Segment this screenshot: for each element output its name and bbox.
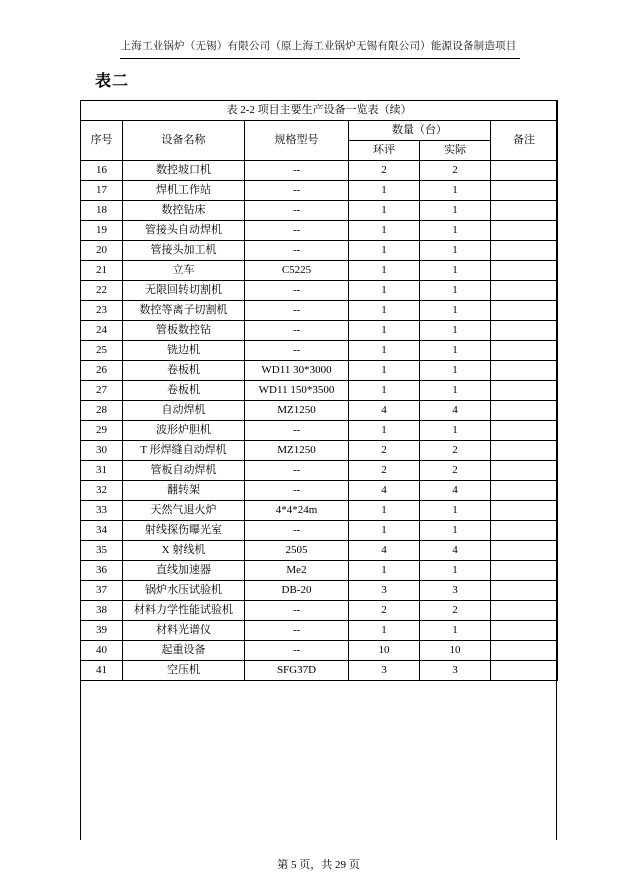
cell-qty-eia: 4 [349, 541, 420, 561]
table-caption: 表 2-2 项目主要生产设备一览表（续） [81, 101, 558, 121]
cell-name: 管接头加工机 [123, 241, 245, 261]
header-divider [120, 58, 520, 59]
cell-qty-actual: 2 [420, 461, 491, 481]
cell-note [491, 561, 558, 581]
cell-name: 数控等离子切割机 [123, 301, 245, 321]
cell-qty-actual: 1 [420, 561, 491, 581]
cell-name: X 射线机 [123, 541, 245, 561]
cell-model: -- [245, 161, 349, 181]
cell-qty-eia: 1 [349, 261, 420, 281]
cell-no: 30 [81, 441, 123, 461]
table-row [81, 201, 558, 221]
cell-model: -- [245, 621, 349, 641]
cell-no: 29 [81, 421, 123, 441]
cell-no: 18 [81, 201, 123, 221]
cell-model: -- [245, 521, 349, 541]
cell-name: 起重设备 [123, 641, 245, 661]
equipment-table [80, 100, 558, 681]
column-header-no: 序号 [81, 121, 123, 161]
cell-no: 32 [81, 481, 123, 501]
cell-note [491, 281, 558, 301]
cell-no: 23 [81, 301, 123, 321]
running-head: 上海工业锅炉（无锡）有限公司（原上海工业锅炉无锡有限公司）能源设备制造项目 [120, 41, 517, 52]
cell-qty-actual: 1 [420, 301, 491, 321]
cell-qty-actual: 1 [420, 361, 491, 381]
cell-no: 40 [81, 641, 123, 661]
cell-no: 35 [81, 541, 123, 561]
cell-note [491, 621, 558, 641]
cell-qty-actual: 1 [420, 181, 491, 201]
cell-name: 材料力学性能试验机 [123, 601, 245, 621]
cell-note [491, 381, 558, 401]
table-row [81, 501, 558, 521]
column-header-name: 设备名称 [123, 121, 245, 161]
cell-name: 立车 [123, 261, 245, 281]
cell-no: 26 [81, 361, 123, 381]
cell-no: 21 [81, 261, 123, 281]
cell-qty-actual: 3 [420, 661, 491, 681]
table-row [81, 461, 558, 481]
cell-qty-eia: 1 [349, 361, 420, 381]
cell-note [491, 201, 558, 221]
cell-note [491, 261, 558, 281]
cell-name: 铣边机 [123, 341, 245, 361]
cell-qty-eia: 4 [349, 481, 420, 501]
cell-qty-eia: 4 [349, 401, 420, 421]
cell-qty-actual: 1 [420, 221, 491, 241]
page-title: 表二 [95, 73, 130, 90]
cell-note [491, 541, 558, 561]
cell-name: 管板自动焊机 [123, 461, 245, 481]
cell-name: 锅炉水压试验机 [123, 581, 245, 601]
cell-no: 31 [81, 461, 123, 481]
table-row [81, 281, 558, 301]
cell-name: T 形焊缝自动焊机 [123, 441, 245, 461]
cell-note [491, 221, 558, 241]
table-row [81, 241, 558, 261]
cell-note [491, 441, 558, 461]
cell-qty-eia: 2 [349, 441, 420, 461]
cell-name: 直线加速器 [123, 561, 245, 581]
cell-note [491, 181, 558, 201]
cell-qty-actual: 1 [420, 521, 491, 541]
table-row [81, 161, 558, 181]
cell-qty-eia: 1 [349, 381, 420, 401]
column-header-model: 规格型号 [245, 121, 349, 161]
cell-note [491, 501, 558, 521]
cell-name: 自动焊机 [123, 401, 245, 421]
cell-model: -- [245, 321, 349, 341]
cell-name: 数控坡口机 [123, 161, 245, 181]
cell-model: Me2 [245, 561, 349, 581]
cell-qty-actual: 10 [420, 641, 491, 661]
table-row [81, 581, 558, 601]
table-row [81, 301, 558, 321]
cell-qty-eia: 1 [349, 281, 420, 301]
cell-note [491, 481, 558, 501]
cell-qty-actual: 1 [420, 341, 491, 361]
cell-note [491, 301, 558, 321]
cell-qty-eia: 1 [349, 321, 420, 341]
cell-qty-eia: 2 [349, 461, 420, 481]
cell-no: 19 [81, 221, 123, 241]
table-row [81, 661, 558, 681]
column-header-note: 备注 [491, 121, 558, 161]
cell-model: -- [245, 181, 349, 201]
table-row [81, 181, 558, 201]
cell-qty-actual: 1 [420, 261, 491, 281]
table-row [81, 261, 558, 281]
cell-qty-actual: 4 [420, 541, 491, 561]
cell-no: 17 [81, 181, 123, 201]
table-row [81, 541, 558, 561]
cell-name: 翻转架 [123, 481, 245, 501]
cell-model: -- [245, 201, 349, 221]
cell-qty-eia: 2 [349, 161, 420, 181]
cell-qty-eia: 1 [349, 521, 420, 541]
cell-no: 27 [81, 381, 123, 401]
cell-model: MZ1250 [245, 401, 349, 421]
table-row [81, 521, 558, 541]
cell-name: 空压机 [123, 661, 245, 681]
cell-model: -- [245, 461, 349, 481]
table-row [81, 561, 558, 581]
cell-name: 射线探伤曝光室 [123, 521, 245, 541]
cell-model: 4*4*24m [245, 501, 349, 521]
cell-qty-actual: 1 [420, 281, 491, 301]
cell-name: 数控钻床 [123, 201, 245, 221]
cell-note [491, 321, 558, 341]
cell-model: SFG37D [245, 661, 349, 681]
cell-note [491, 161, 558, 181]
cell-no: 22 [81, 281, 123, 301]
cell-note [491, 661, 558, 681]
cell-qty-eia: 1 [349, 621, 420, 641]
cell-qty-eia: 1 [349, 421, 420, 441]
cell-model: -- [245, 281, 349, 301]
cell-model: -- [245, 301, 349, 321]
cell-model: -- [245, 481, 349, 501]
cell-name: 管板数控钻 [123, 321, 245, 341]
cell-model: -- [245, 421, 349, 441]
cell-note [491, 241, 558, 261]
table-row [81, 641, 558, 661]
cell-model: -- [245, 221, 349, 241]
cell-note [491, 641, 558, 661]
page-footer: 第 5 页，共 29 页 [277, 859, 360, 871]
cell-name: 波形炉胆机 [123, 421, 245, 441]
cell-qty-actual: 4 [420, 481, 491, 501]
cell-model: -- [245, 601, 349, 621]
cell-qty-actual: 2 [420, 161, 491, 181]
cell-qty-actual: 1 [420, 501, 491, 521]
cell-qty-eia: 1 [349, 181, 420, 201]
cell-qty-actual: 3 [420, 581, 491, 601]
cell-qty-actual: 1 [420, 321, 491, 341]
cell-no: 34 [81, 521, 123, 541]
cell-name: 无限回转切割机 [123, 281, 245, 301]
cell-qty-actual: 1 [420, 621, 491, 641]
cell-name: 管接头自动焊机 [123, 221, 245, 241]
cell-no: 24 [81, 321, 123, 341]
cell-qty-eia: 1 [349, 561, 420, 581]
table-row [81, 221, 558, 241]
table-row [81, 481, 558, 501]
table-row [81, 441, 558, 461]
cell-model: C5225 [245, 261, 349, 281]
cell-note [491, 401, 558, 421]
cell-qty-actual: 1 [420, 201, 491, 221]
cell-qty-actual: 2 [420, 601, 491, 621]
table-row [81, 321, 558, 341]
cell-note [491, 581, 558, 601]
cell-name: 卷板机 [123, 361, 245, 381]
cell-no: 25 [81, 341, 123, 361]
cell-model: -- [245, 341, 349, 361]
cell-name: 材料光谱仪 [123, 621, 245, 641]
cell-model: 2505 [245, 541, 349, 561]
cell-note [491, 521, 558, 541]
cell-qty-actual: 2 [420, 441, 491, 461]
cell-name: 卷板机 [123, 381, 245, 401]
cell-note [491, 421, 558, 441]
cell-qty-eia: 1 [349, 201, 420, 221]
cell-qty-eia: 1 [349, 501, 420, 521]
cell-qty-actual: 4 [420, 401, 491, 421]
cell-qty-actual: 1 [420, 381, 491, 401]
cell-no: 37 [81, 581, 123, 601]
table-row [81, 381, 558, 401]
cell-model: DB-20 [245, 581, 349, 601]
cell-model: -- [245, 241, 349, 261]
table-row [81, 401, 558, 421]
cell-model: WD11 30*3000 [245, 361, 349, 381]
cell-qty-eia: 1 [349, 341, 420, 361]
cell-qty-eia: 1 [349, 221, 420, 241]
table-caption-row [81, 101, 558, 121]
cell-qty-actual: 1 [420, 421, 491, 441]
cell-qty-eia: 1 [349, 301, 420, 321]
cell-qty-eia: 3 [349, 661, 420, 681]
cell-qty-eia: 2 [349, 601, 420, 621]
cell-model: MZ1250 [245, 441, 349, 461]
cell-name: 天然气退火炉 [123, 501, 245, 521]
table-row [81, 601, 558, 621]
cell-no: 20 [81, 241, 123, 261]
cell-note [491, 601, 558, 621]
cell-name: 焊机工作站 [123, 181, 245, 201]
cell-no: 41 [81, 661, 123, 681]
cell-no: 16 [81, 161, 123, 181]
table-row [81, 621, 558, 641]
table-row [81, 341, 558, 361]
column-header-quantity-actual: 实际 [420, 141, 491, 161]
cell-qty-eia: 1 [349, 241, 420, 261]
table-row [81, 421, 558, 441]
column-header-quantity-eia: 环评 [349, 141, 420, 161]
cell-no: 39 [81, 621, 123, 641]
cell-qty-actual: 1 [420, 241, 491, 261]
table-header-row-1 [81, 121, 558, 141]
cell-no: 28 [81, 401, 123, 421]
cell-note [491, 361, 558, 381]
cell-qty-eia: 3 [349, 581, 420, 601]
cell-qty-eia: 10 [349, 641, 420, 661]
cell-model: WD11 150*3500 [245, 381, 349, 401]
table-row [81, 361, 558, 381]
column-header-quantity-group: 数量（台） [349, 121, 491, 141]
cell-no: 36 [81, 561, 123, 581]
cell-note [491, 341, 558, 361]
cell-no: 38 [81, 601, 123, 621]
cell-model: -- [245, 641, 349, 661]
cell-no: 33 [81, 501, 123, 521]
cell-note [491, 461, 558, 481]
